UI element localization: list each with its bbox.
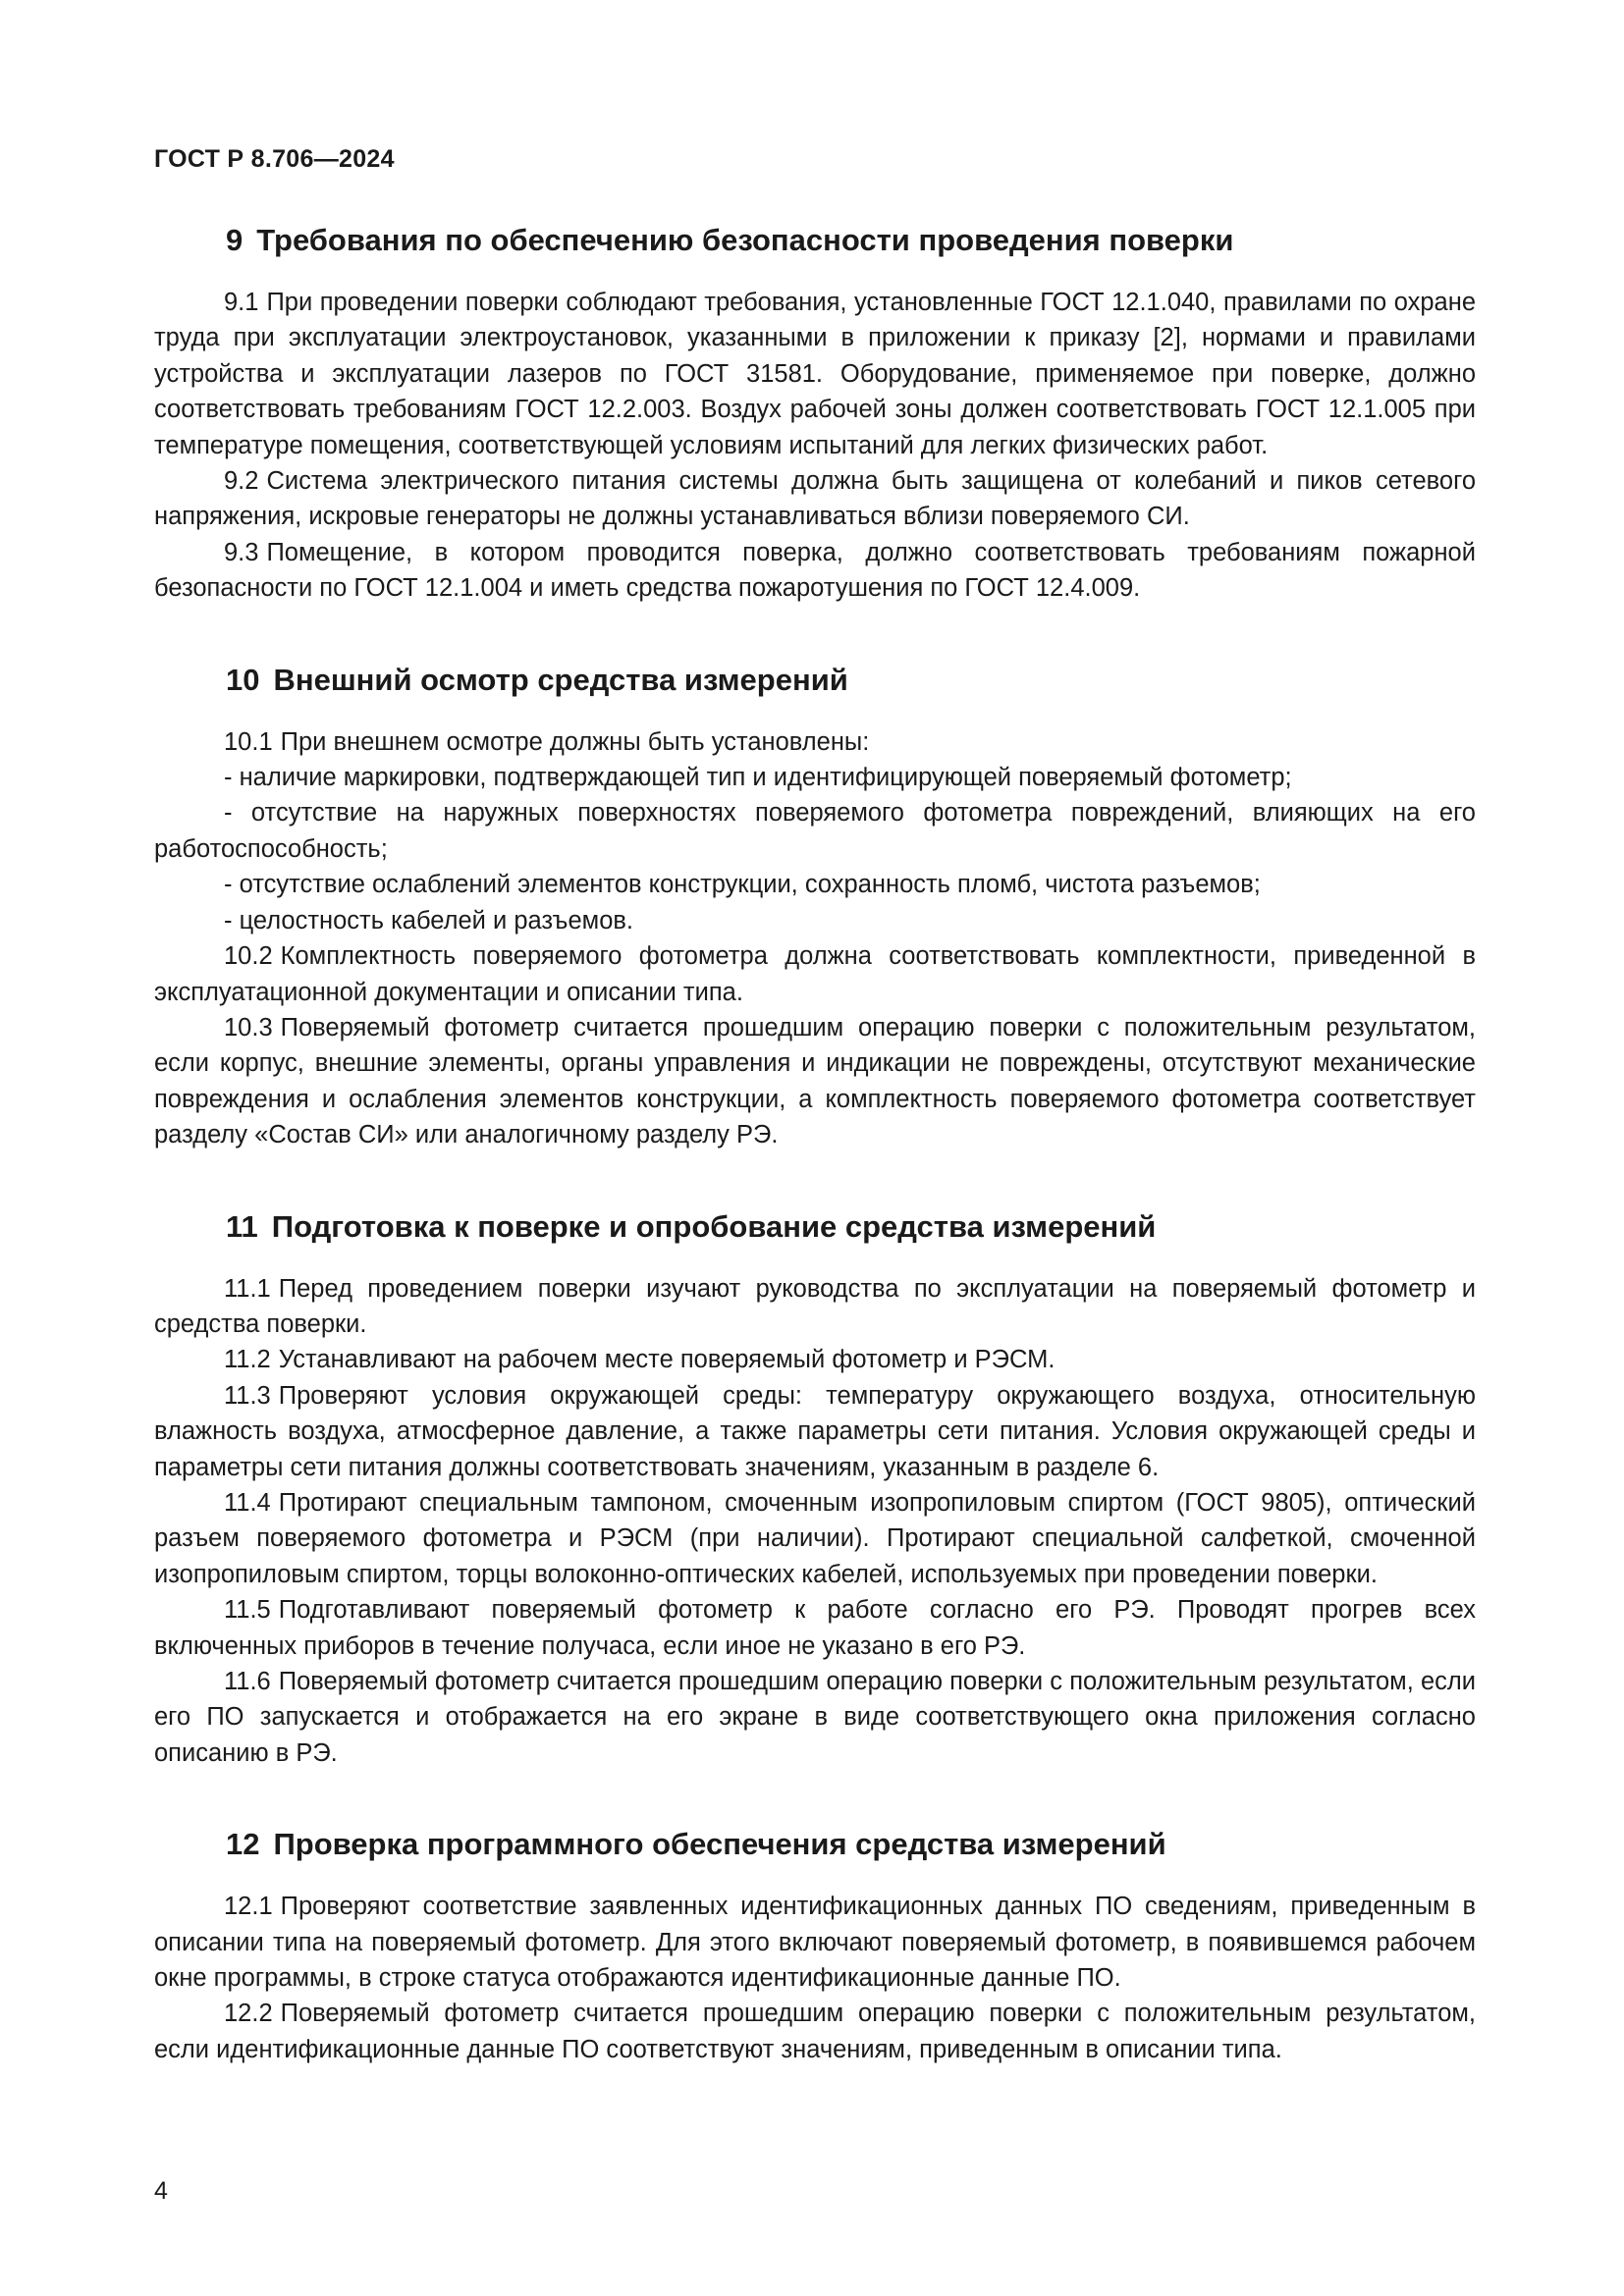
- paragraph-number: 11.4: [224, 1488, 271, 1517]
- paragraph-text: - целостность кабелей и разъемов.: [224, 906, 634, 934]
- paragraph-number: 11.5: [224, 1596, 271, 1625]
- paragraph-text: Перед проведением поверки изучают руководства по эксплуатации на поверяемый фотометр и средства поверки.: [154, 1274, 1476, 1338]
- paragraph-text: Поверяемый фотометр считается прошедшим операцию поверки с положительным результатом, если корпус, внешние элементы, органы управления и индикации не повреждены, отсутствуют механические повреждения и ослабления элементов конструкции, а комплектность поверяемого фотометра соответствует разделу «Состав СИ» или аналогичному разделу РЭ.: [154, 1013, 1476, 1149]
- paragraph-text: Проверяют условия окружающей среды: температуру окружающего воздуха, относительную влажность воздуха, атмосферное давление, а также параметры сети питания. Условия окружающей среды и параметры сети питания должны соответствовать значениям, указанным в разделе 6.: [154, 1381, 1476, 1481]
- paragraph-text: Протирают специальным тампоном, смоченным изопропиловым спиртом (ГОСТ 9805), оптический разъем поверяемого фотометра и РЭСМ (при наличии). Протирают специальной салфеткой, смоченной изопропиловым спиртом, торцы волоконно-оптических кабелей, используемых при проведении поверки.: [154, 1488, 1476, 1588]
- section-title: Проверка программного обеспечения средства измерений: [273, 1827, 1166, 1862]
- document-body: [154, 218, 1476, 2118]
- page-number: 4: [154, 2177, 168, 2205]
- section-heading: [226, 658, 1476, 703]
- list-item-no-damage: [154, 795, 1476, 867]
- paragraph-number: 10.2: [224, 942, 273, 971]
- paragraph-number: 9.3: [224, 538, 259, 566]
- paragraph-text: Поверяемый фотометр считается прошедшим операцию поверки с положительным результатом, если его ПО запускается и отображается на его экране в виде соответствующего окна приложения согласно описанию в РЭ.: [154, 1668, 1476, 1767]
- paragraph-number: 9.1: [224, 289, 259, 316]
- paragraph-number: 11.3: [224, 1381, 271, 1410]
- paragraph-number: 11.6: [224, 1668, 271, 1695]
- section-heading: [226, 218, 1476, 263]
- paragraph-text: Комплектность поверяемого фотометра должна соответствовать комплектности, приведенной в эксплуатационной документации и описании типа.: [154, 942, 1476, 1006]
- paragraph-9-2: [154, 463, 1476, 535]
- paragraph-11-4: [154, 1485, 1476, 1592]
- list-item-cable-integrity: [154, 903, 1476, 938]
- section-title: Внешний осмотр средства измерений: [273, 662, 848, 697]
- paragraph-text: Подготавливают поверяемый фотометр к работе согласно его РЭ. Проводят прогрев всех включенных приборов в течение получаса, если иное не указано в его РЭ.: [154, 1596, 1476, 1660]
- paragraph-number: 10.1: [224, 727, 273, 756]
- section-11: [154, 1204, 1476, 1772]
- paragraph-11-2: [154, 1342, 1476, 1377]
- paragraph-number: 11.2: [224, 1346, 271, 1374]
- document-id-header: ГОСТ Р 8.706—2024: [154, 145, 395, 173]
- paragraph-text: При внешнем осмотре должны быть установлены:: [280, 727, 870, 756]
- section-number: 11: [226, 1208, 258, 1244]
- paragraph-text: - отсутствие ослаблений элементов конструкции, сохранность пломб, чистота разъемов;: [224, 871, 1261, 899]
- paragraph-text: Проверяют соответствие заявленных идентификационных данных ПО сведениям, приведенным в описании типа на поверяемый фотометр. Для этого включают поверяемый фотометр, в появившемся рабочем окне программы, в строке статуса отображаются идентификационные данные ПО.: [154, 1893, 1476, 1993]
- paragraph-10-2: [154, 938, 1476, 1010]
- section-heading: [226, 1204, 1476, 1250]
- section-number: 10: [226, 662, 260, 697]
- paragraph-12-1: [154, 1889, 1476, 1996]
- paragraph-text: Система электрического питания системы должна быть защищена от колебаний и пиков сетевого напряжения, искровые генераторы не должны устанавливаться вблизи поверяемого СИ.: [154, 467, 1476, 531]
- paragraph-number: 12.2: [224, 2000, 273, 2028]
- section-9: [154, 218, 1476, 607]
- list-item-no-loosening: [154, 867, 1476, 902]
- paragraph-text: Поверяемый фотометр считается прошедшим операцию поверки с положительным результатом, если идентификационные данные ПО соответствуют значениям, приведенным в описании типа.: [154, 2000, 1476, 2063]
- paragraph-9-1: [154, 285, 1476, 463]
- paragraph-text: - отсутствие на наружных поверхностях поверяемого фотометра повреждений, влияющих на его работоспособность;: [154, 799, 1476, 863]
- section-title: Требования по обеспечению безопасности проведения поверки: [256, 223, 1234, 257]
- paragraph-11-6: [154, 1664, 1476, 1771]
- section-title: Подготовка к поверке и опробование средства измерений: [271, 1208, 1157, 1244]
- paragraph-text: - наличие маркировки, подтверждающей тип и идентифицирующей поверяемый фотометр;: [224, 764, 1292, 792]
- paragraph-number: 12.1: [224, 1893, 273, 1921]
- paragraph-number: 11.1: [224, 1274, 271, 1303]
- paragraph-10-3: [154, 1010, 1476, 1153]
- paragraph-number: 10.3: [224, 1013, 273, 1041]
- paragraph-11-3: [154, 1378, 1476, 1485]
- list-item-marking: [154, 760, 1476, 795]
- section-number: 9: [226, 223, 244, 257]
- paragraph-10-1: [154, 724, 1476, 760]
- paragraph-number: 9.2: [224, 467, 259, 496]
- paragraph-text: При проведении поверки соблюдают требования, установленные ГОСТ 12.1.040, правилами по охране труда при эксплуатации электроустановок, указанными в приложении к приказу [2], нормами и правилами устройства и эксплуатации лазеров по ГОСТ 31581. Оборудование, применяемое при поверке, должно соответствовать требованиям ГОСТ 12.2.003. Воздух рабочей зоны должен соответствовать ГОСТ 12.1.005 при температуре помещения, соответствующей условиям испытаний для легких физических работ.: [154, 289, 1476, 459]
- section-number: 12: [226, 1827, 260, 1862]
- paragraph-text: Устанавливают на рабочем месте поверяемый фотометр и РЭСМ.: [278, 1346, 1056, 1374]
- paragraph-text: Помещение, в котором проводится поверка, должно соответствовать требованиям пожарной безопасности по ГОСТ 12.1.004 и иметь средства пожаротушения по ГОСТ 12.4.009.: [154, 538, 1476, 603]
- paragraph-11-1: [154, 1271, 1476, 1343]
- section-12: [154, 1822, 1476, 2067]
- section-heading: [226, 1822, 1476, 1867]
- section-10: [154, 658, 1476, 1153]
- paragraph-11-5: [154, 1592, 1476, 1664]
- paragraph-9-3: [154, 535, 1476, 607]
- paragraph-12-2: [154, 1996, 1476, 2067]
